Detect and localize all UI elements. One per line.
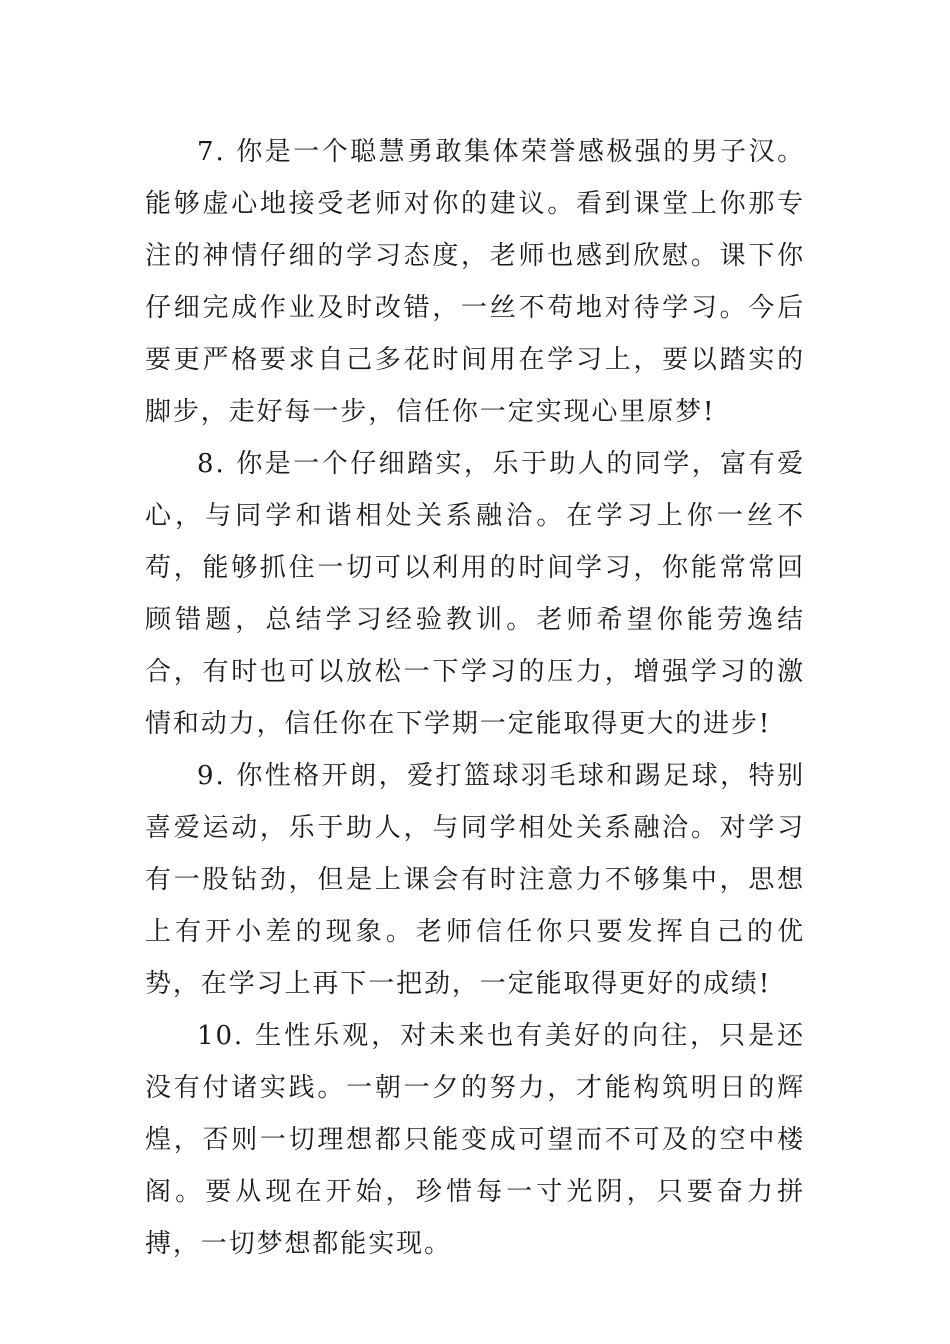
comment-paragraph-7: 7. 你是一个聪慧勇敢集体荣誉感极强的男子汉。能够虚心地接受老师对你的建议。看到课堂上你那专注的神情仔细的学习态度，老师也感到欣慰。课下你仔细完成作业及时改错，一丝不苟地对待学习。今后要更严格要求自己多花时间用在学习上，要以踏实的脚步，走好每一步，信任你一定实现心里原梦!: [145, 137, 805, 427]
comment-paragraph-10: 10. 生性乐观，对未来也有美好的向往，只是还没有付诸实践。一朝一夕的努力，才能构筑明日的辉煌，否则一切理想都只能变成可望而不可及的空中楼阁。要从现在开始，珍惜每一寸光阴，只要奋力拼搏，一切梦想都能实现。: [145, 1021, 805, 1259]
comment-list: [145, 126, 805, 1270]
comment-paragraph-8: 8. 你是一个仔细踏实，乐于助人的同学，富有爱心，与同学和谐相处关系融洽。在学习上你一丝不苟，能够抓住一切可以利用的时间学习，你能常常回顾错题，总结学习经验教训。老师希望你能劳逸结合，有时也可以放松一下学习的压力，增强学习的激情和动力，信任你在下学期一定能取得更大的进步!: [145, 449, 805, 739]
comment-paragraph-9: 9. 你性格开朗，爱打篮球羽毛球和踢足球，特别喜爱运动，乐于助人，与同学相处关系融洽。对学习有一股钻劲，但是上课会有时注意力不够集中，思想上有开小差的现象。老师信任你只要发挥自己的优势，在学习上再下一把劲，一定能取得更好的成绩!: [145, 761, 805, 999]
